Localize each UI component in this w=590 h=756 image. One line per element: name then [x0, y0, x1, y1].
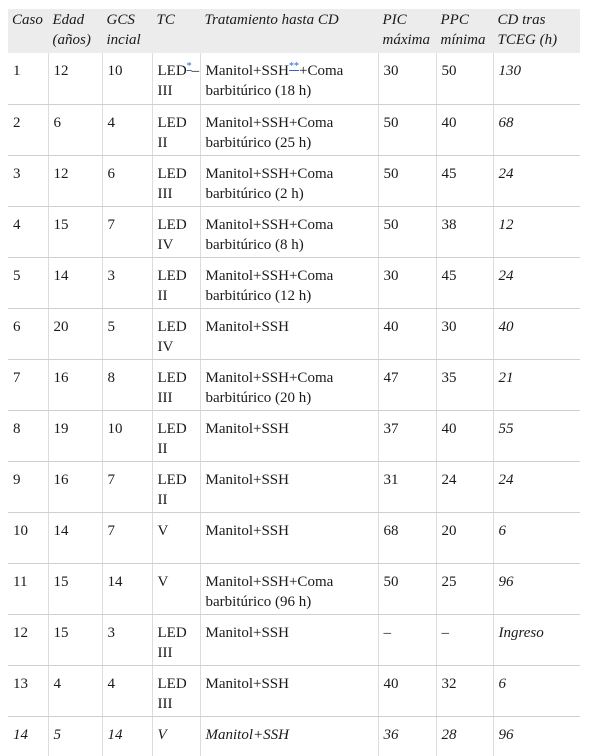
cell-edad: 6	[48, 104, 102, 155]
cell-caso: 9	[8, 461, 48, 512]
cell-edad: 16	[48, 461, 102, 512]
cell-cd: 24	[493, 461, 580, 512]
cell-cd: 55	[493, 410, 580, 461]
cell-edad: 14	[48, 512, 102, 563]
cell-ppc: 45	[436, 155, 493, 206]
cell-gcs: 6	[102, 155, 152, 206]
cell-tc: LED IV	[152, 308, 200, 359]
header-edad: Edad (años)	[48, 9, 102, 53]
cell-tratamiento: Manitol+SSH	[200, 665, 378, 716]
cell-pic: 40	[378, 665, 436, 716]
table-row	[8, 155, 580, 206]
cell-pic: –	[378, 614, 436, 665]
cell-tc: LED III	[152, 155, 200, 206]
cell-caso: 2	[8, 104, 48, 155]
cases-table	[8, 9, 580, 756]
header-cd: CD tras TCEG (h)	[493, 9, 580, 53]
table-row	[8, 716, 580, 756]
cell-cd: 21	[493, 359, 580, 410]
cell-ppc: 32	[436, 665, 493, 716]
header-tc: TC	[152, 9, 200, 53]
cell-edad: 15	[48, 614, 102, 665]
cell-ppc: –	[436, 614, 493, 665]
header-caso: Caso	[8, 9, 48, 53]
header-gcs: GCS incial	[102, 9, 152, 53]
cell-caso: 10	[8, 512, 48, 563]
cell-pic: 37	[378, 410, 436, 461]
cell-gcs: 4	[102, 104, 152, 155]
table-row	[8, 359, 580, 410]
cell-edad: 19	[48, 410, 102, 461]
cell-cd: 24	[493, 257, 580, 308]
table-row	[8, 257, 580, 308]
cell-gcs: 7	[102, 461, 152, 512]
header-pic: PIC máxima	[378, 9, 436, 53]
cell-ppc: 24	[436, 461, 493, 512]
cell-edad: 14	[48, 257, 102, 308]
cell-caso: 8	[8, 410, 48, 461]
cell-ppc: 50	[436, 53, 493, 104]
cell-cd: 12	[493, 206, 580, 257]
cell-tratamiento: Manitol+SSH	[200, 308, 378, 359]
cell-ppc: 35	[436, 359, 493, 410]
cell-gcs: 7	[102, 512, 152, 563]
cell-ppc: 28	[436, 716, 493, 756]
cell-tratamiento: Manitol+SSH	[200, 461, 378, 512]
table-row	[8, 665, 580, 716]
cell-pic: 47	[378, 359, 436, 410]
cell-cd: 130	[493, 53, 580, 104]
cell-cd: 6	[493, 512, 580, 563]
cell-ppc: 40	[436, 410, 493, 461]
cell-caso: 11	[8, 563, 48, 614]
cell-caso: 13	[8, 665, 48, 716]
cell-ppc: 25	[436, 563, 493, 614]
cell-tratamiento: Manitol+SSH	[200, 716, 378, 756]
table-row	[8, 512, 580, 563]
cell-tc: LED III	[152, 614, 200, 665]
cell-tc: LED*–III	[152, 53, 200, 104]
cell-edad: 4	[48, 665, 102, 716]
cell-edad: 15	[48, 563, 102, 614]
cell-tratamiento: Manitol+SSH+Coma barbitúrico (2 h)	[200, 155, 378, 206]
cell-ppc: 30	[436, 308, 493, 359]
cell-pic: 40	[378, 308, 436, 359]
cell-caso: 14	[13, 726, 28, 743]
cell-pic: 36	[378, 716, 436, 756]
cell-tratamiento: Manitol+SSH**+Coma barbitúrico (18 h)	[200, 53, 378, 104]
cell-caso: 3	[8, 155, 48, 206]
cell-caso: 5	[8, 257, 48, 308]
cell-edad: 12	[48, 155, 102, 206]
table-row	[8, 53, 580, 104]
cell-tratamiento: Manitol+SSH+Coma barbitúrico (25 h)	[200, 104, 378, 155]
table-row	[8, 461, 580, 512]
cell-tc: LED III	[152, 665, 200, 716]
cell-pic: 68	[378, 512, 436, 563]
cell-tratamiento: Manitol+SSH	[200, 614, 378, 665]
cell-tc: LED II	[152, 104, 200, 155]
cell-cd: 6	[493, 665, 580, 716]
cell-gcs: 4	[102, 665, 152, 716]
table-row	[8, 563, 580, 614]
cell-gcs: 7	[102, 206, 152, 257]
cell-tratamiento: Manitol+SSH+Coma barbitúrico (8 h)	[200, 206, 378, 257]
cell-tratamiento: Manitol+SSH	[200, 512, 378, 563]
cell-cd: 40	[493, 308, 580, 359]
cell-tc: LED II	[152, 257, 200, 308]
cell-ppc: 20	[436, 512, 493, 563]
cell-tratamiento: Manitol+SSH+Coma barbitúrico (96 h)	[200, 563, 378, 614]
cell-cd: 96	[493, 716, 580, 756]
cell-gcs: 3	[102, 257, 152, 308]
cell-gcs: 14	[102, 716, 152, 756]
footnote-link[interactable]: *	[186, 61, 192, 72]
table-row	[8, 614, 580, 665]
cell-pic: 30	[378, 257, 436, 308]
cell-edad: 20	[48, 308, 102, 359]
cell-ppc: 40	[436, 104, 493, 155]
cell-gcs: 8	[102, 359, 152, 410]
cell-tratamiento: Manitol+SSH+Coma barbitúrico (12 h)	[200, 257, 378, 308]
cell-caso: 1	[8, 53, 48, 104]
cell-pic: 50	[378, 563, 436, 614]
cell-caso: 6	[8, 308, 48, 359]
cell-tc: LED III	[152, 359, 200, 410]
cell-gcs: 3	[102, 614, 152, 665]
cell-tc: LED II	[152, 410, 200, 461]
cell-tc: V	[152, 512, 200, 563]
cell-gcs: 10	[102, 53, 152, 104]
cell-gcs: 14	[102, 563, 152, 614]
table-row	[8, 410, 580, 461]
header-tratamiento: Tratamiento hasta CD	[200, 9, 378, 53]
cell-ppc: 45	[436, 257, 493, 308]
table-row	[8, 206, 580, 257]
cell-pic: 30	[378, 53, 436, 104]
cell-tc: V	[152, 716, 200, 756]
cell-pic: 50	[378, 104, 436, 155]
cell-edad: 16	[48, 359, 102, 410]
cell-cd: Ingreso	[493, 614, 580, 665]
cell-tratamiento: Manitol+SSH+Coma barbitúrico (20 h)	[200, 359, 378, 410]
cell-pic: 50	[378, 206, 436, 257]
cell-pic: 50	[378, 155, 436, 206]
cell-edad: 15	[48, 206, 102, 257]
cell-tc: V	[152, 563, 200, 614]
cell-caso: 4	[8, 206, 48, 257]
cell-edad: 5	[48, 716, 102, 756]
cell-cd: 68	[493, 104, 580, 155]
footnote-link[interactable]: **	[288, 61, 299, 72]
cell-tc: LED IV	[152, 206, 200, 257]
cell-pic: 31	[378, 461, 436, 512]
cell-edad: 12	[48, 53, 102, 104]
cell-cd: 96	[493, 563, 580, 614]
cell-gcs: 10	[102, 410, 152, 461]
cell-caso: 7	[8, 359, 48, 410]
cell-gcs: 5	[102, 308, 152, 359]
cell-caso: 12	[8, 614, 48, 665]
cell-ppc: 38	[436, 206, 493, 257]
table-body	[8, 53, 580, 756]
header-row	[8, 9, 580, 53]
header-ppc: PPC mínima	[436, 9, 493, 53]
cell-cd: 24	[493, 155, 580, 206]
cell-tc: LED II	[152, 461, 200, 512]
table-row	[8, 104, 580, 155]
table-row	[8, 308, 580, 359]
cell-tratamiento: Manitol+SSH	[200, 410, 378, 461]
